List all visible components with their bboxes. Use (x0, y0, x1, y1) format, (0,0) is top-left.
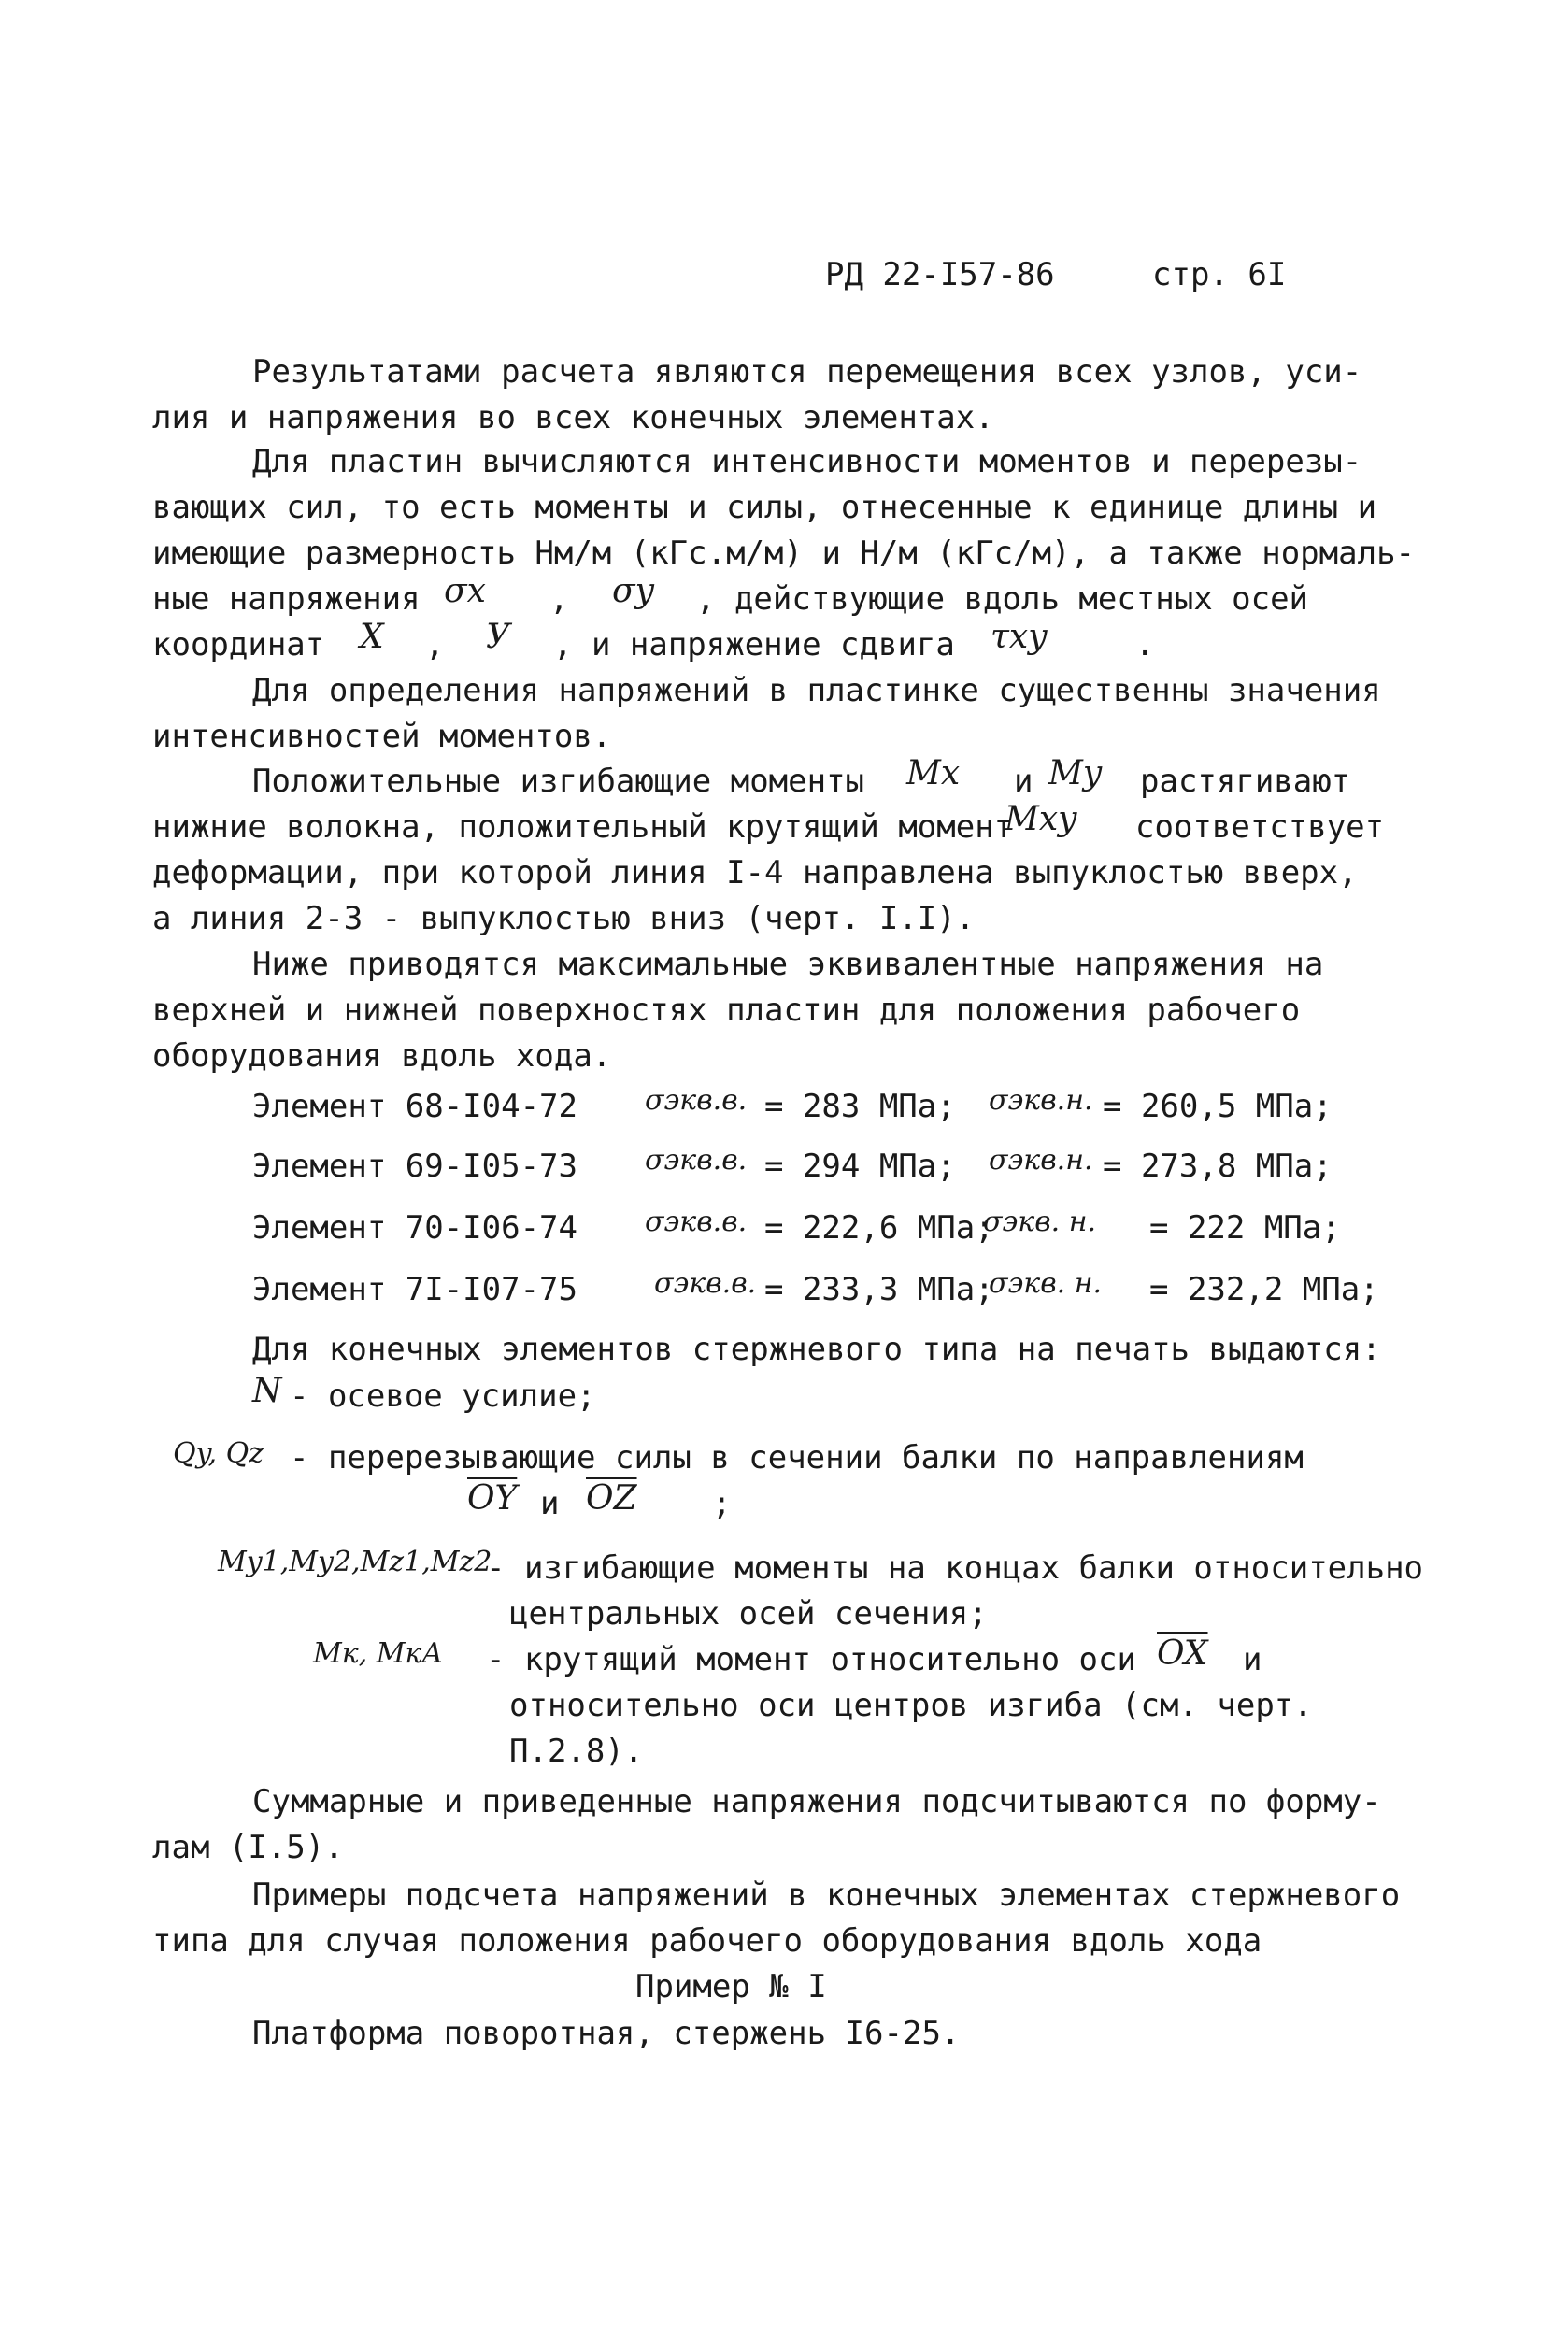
sigma-top-symbol: σэкв.в. (645, 1144, 748, 1177)
y-axis-symbol: У (486, 618, 511, 656)
tau-xy-symbol: τxy (991, 618, 1048, 656)
text-line: центральных осей сечения; (509, 1595, 988, 1633)
sigma-bottom-value: = 232,2 МПа; (1149, 1271, 1379, 1308)
text-line: Результатами расчета являются перемещения всех узлов, уси- (252, 353, 1362, 391)
text-line: Ниже приводятся максимальные эквивалентные напряжения на (252, 946, 1324, 983)
mxy-symbol: Mxy (1005, 800, 1077, 838)
text-line: нижние волокна, положительный крутящий момент (152, 808, 1014, 846)
sigma-bottom-value: = 222 МПа; (1149, 1209, 1341, 1247)
n-symbol: N (252, 1372, 282, 1410)
sigma-bottom-symbol: σэкв.н. (989, 1084, 1093, 1117)
element-label: Элемент 70-I06-74 (252, 1209, 577, 1247)
q-symbols: Qy, Qz (173, 1437, 264, 1470)
doc-code: РД 22-I57-86 (825, 256, 1055, 293)
oz-axis-symbol: $\overline{OZ}$ (586, 1479, 637, 1518)
text-line: - крутящий момент относительно оси (486, 1641, 1136, 1678)
text-line: Платформа поворотная, стержень I6-25. (252, 2015, 961, 2052)
text-line: интенсивностей моментов. (152, 718, 612, 755)
text-line: - осевое усилие; (290, 1377, 596, 1415)
text-line: имеющие размерность Нм/м (кГс.м/м) и Н/м (кГс/м), а также нормаль- (152, 535, 1416, 572)
text-line: координат (152, 626, 325, 663)
sigma-top-value: = 283 МПа; (764, 1088, 956, 1125)
text-line: верхней и нижней поверхностях пластин для положения рабочего (152, 992, 1301, 1029)
text-line: типа для случая положения рабочего оборудования вдоль хода (152, 1922, 1262, 1960)
separator-semicolon: ; (712, 1485, 732, 1522)
text-line: а линия 2-3 - выпуклостью вниз (черт. I.I). (152, 900, 976, 937)
text-line: , действующие вдоль местных осей (696, 580, 1309, 618)
text-line: деформации, при которой линия I-4 направлена выпуклостью вверх, (152, 854, 1358, 892)
sigma-y-symbol: σy (612, 572, 654, 610)
sigma-bottom-value: = 260,5 МПа; (1103, 1088, 1333, 1125)
my-symbol: My (1048, 754, 1103, 792)
separator-comma: , (549, 580, 569, 618)
sigma-bottom-value: = 273,8 МПа; (1103, 1148, 1333, 1185)
oy-axis-symbol: $\overline{OY}$ (467, 1479, 518, 1518)
text-line: лам (I.5). (152, 1829, 344, 1866)
m-symbols: My1,My2,Mz1,Mz2 (218, 1546, 492, 1578)
conjunction: и (540, 1485, 560, 1522)
element-label: Элемент 68-I04-72 (252, 1088, 577, 1125)
mk-symbols: Mк, MкА (313, 1637, 444, 1670)
example-heading: Пример № I (635, 1968, 827, 2005)
sigma-top-value: = 222,6 МПа; (764, 1209, 994, 1247)
conjunction: и (1014, 763, 1033, 800)
text-line: - перерезывающие силы в сечении балки по направлениям (290, 1439, 1304, 1477)
separator-comma: , (425, 626, 445, 663)
sigma-top-value: = 294 МПа; (764, 1148, 956, 1185)
text-line: П.2.8). (509, 1733, 644, 1770)
text-line: вающих сил, то есть моменты и силы, отнесенные к единице длины и (152, 489, 1377, 526)
text-line: растягивают (1140, 763, 1351, 800)
sigma-top-symbol: σэкв.в. (654, 1267, 757, 1300)
text-line: относительно оси центров изгиба (см. черт. (509, 1687, 1313, 1724)
text-line: лия и напряжения во всех конечных элементах. (152, 399, 994, 436)
text-line: Для пластин вычисляются интенсивности моментов и перерезы- (252, 443, 1362, 480)
page-number: стр. 6I (1152, 256, 1287, 293)
sigma-bottom-symbol: σэкв.н. (989, 1144, 1093, 1177)
ox-axis-symbol: $\overline{OX}$ (1157, 1634, 1208, 1673)
sigma-bottom-symbol: σэкв. н. (989, 1267, 1103, 1300)
sigma-top-value: = 233,3 МПа; (764, 1271, 994, 1308)
mx-symbol: Mx (906, 754, 961, 792)
sentence-period: . (1135, 626, 1155, 663)
text-line: Для определения напряжений в пластинке существенны значения (252, 672, 1381, 709)
text-line: Суммарные и приведенные напряжения подсчитываются по форму- (252, 1783, 1381, 1820)
text-line: ные напряжения (152, 580, 421, 618)
text-line: Положительные изгибающие моменты (252, 763, 865, 800)
text-line: Для конечных элементов стержневого типа на печать выдаются: (252, 1331, 1381, 1368)
sigma-x-symbol: σx (444, 572, 486, 610)
sigma-top-symbol: σэкв.в. (645, 1084, 748, 1117)
element-label: Элемент 69-I05-73 (252, 1148, 577, 1185)
x-axis-symbol: X (360, 618, 384, 656)
text-line: Примеры подсчета напряжений в конечных элементах стержневого (252, 1876, 1401, 1914)
sigma-bottom-symbol: σэкв. н. (983, 1206, 1097, 1238)
text-line: оборудования вдоль хода. (152, 1037, 612, 1075)
text-line: - изгибающие моменты на концах балки относительно (486, 1549, 1424, 1587)
text-line: соответствует (1135, 808, 1385, 846)
sigma-top-symbol: σэкв.в. (645, 1206, 748, 1238)
text-line: , и напряжение сдвига (553, 626, 955, 663)
element-label: Элемент 7I-I07-75 (252, 1271, 577, 1308)
conjunction: и (1243, 1641, 1262, 1678)
